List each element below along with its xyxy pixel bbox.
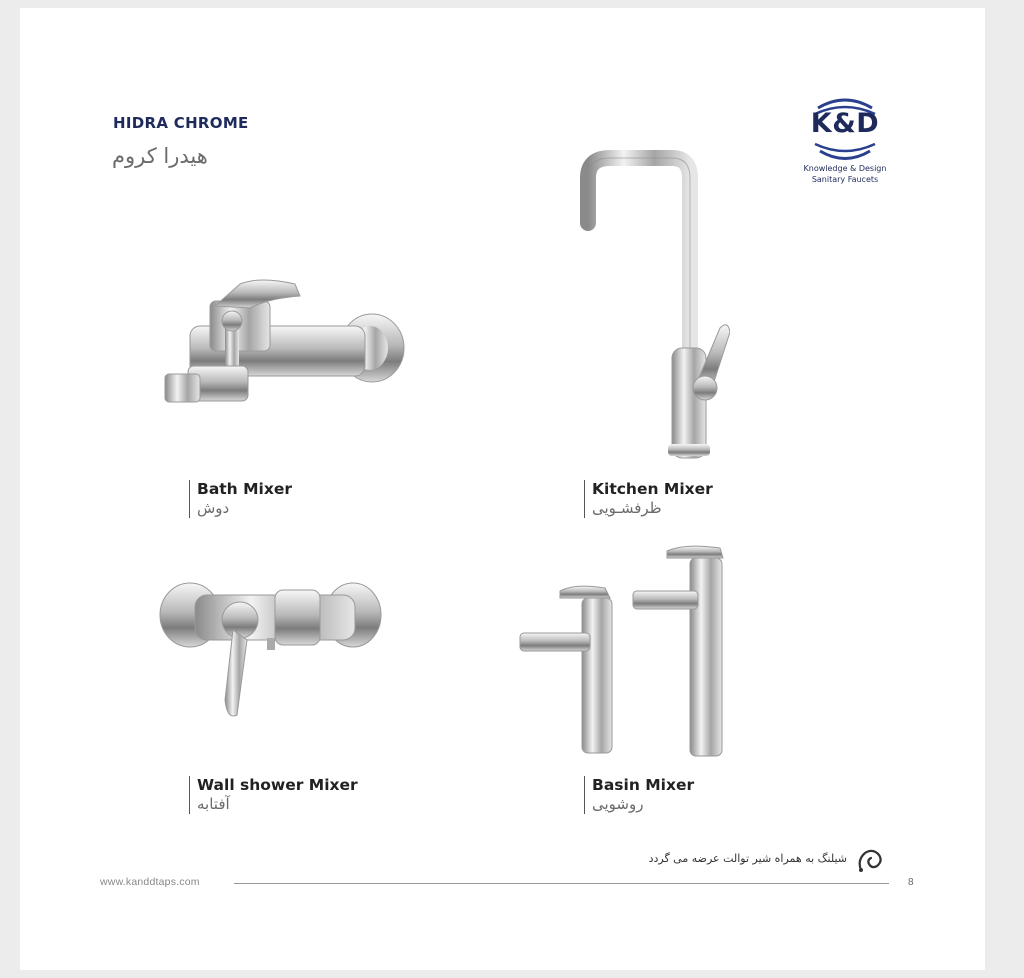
kitchen-mixer-image: [560, 148, 730, 463]
page-number: 8: [908, 877, 914, 888]
kitchen-mixer-name: Kitchen Mixer: [592, 480, 713, 498]
wall-shower-mixer-name: Wall shower Mixer: [197, 776, 358, 794]
logo-brand: K&D: [810, 108, 880, 139]
logo-subtitle-2: Sanitary Faucets: [811, 175, 879, 184]
catalog-page: [20, 8, 985, 970]
kd-logo: [790, 86, 900, 196]
kitchen-mixer-caption: [584, 480, 713, 518]
hose-icon: [855, 846, 885, 876]
bath-mixer-name-fa: دوش: [197, 499, 230, 517]
footer-divider: [234, 883, 889, 884]
wall-shower-mixer-name-fa: آفتابه: [197, 795, 230, 813]
wall-shower-mixer-caption: [189, 776, 358, 814]
logo-subtitle-1: Knowledge & Design: [803, 164, 887, 173]
basin-mixer-image: [515, 543, 740, 758]
bath-mixer-caption: [189, 480, 292, 518]
hose-note-text: شیلنگ به همراه شیر توالت عرضه می گردد: [648, 852, 847, 865]
bath-mixer-image: [160, 266, 405, 421]
basin-mixer-name: Basin Mixer: [592, 776, 695, 794]
bath-mixer-name: Bath Mixer: [197, 480, 293, 498]
series-title-fa: هیدرا کروم: [112, 144, 208, 168]
hose-note: [640, 846, 885, 876]
basin-mixer-name-fa: روشویی: [592, 795, 644, 813]
basin-mixer-caption: [584, 776, 694, 814]
footer-url[interactable]: www.kanddtaps.com: [100, 876, 200, 888]
wall-shower-mixer-image: [155, 570, 385, 725]
series-title: HIDRA CHROME: [113, 114, 249, 132]
kitchen-mixer-name-fa: ظرفشـویی: [592, 499, 662, 517]
